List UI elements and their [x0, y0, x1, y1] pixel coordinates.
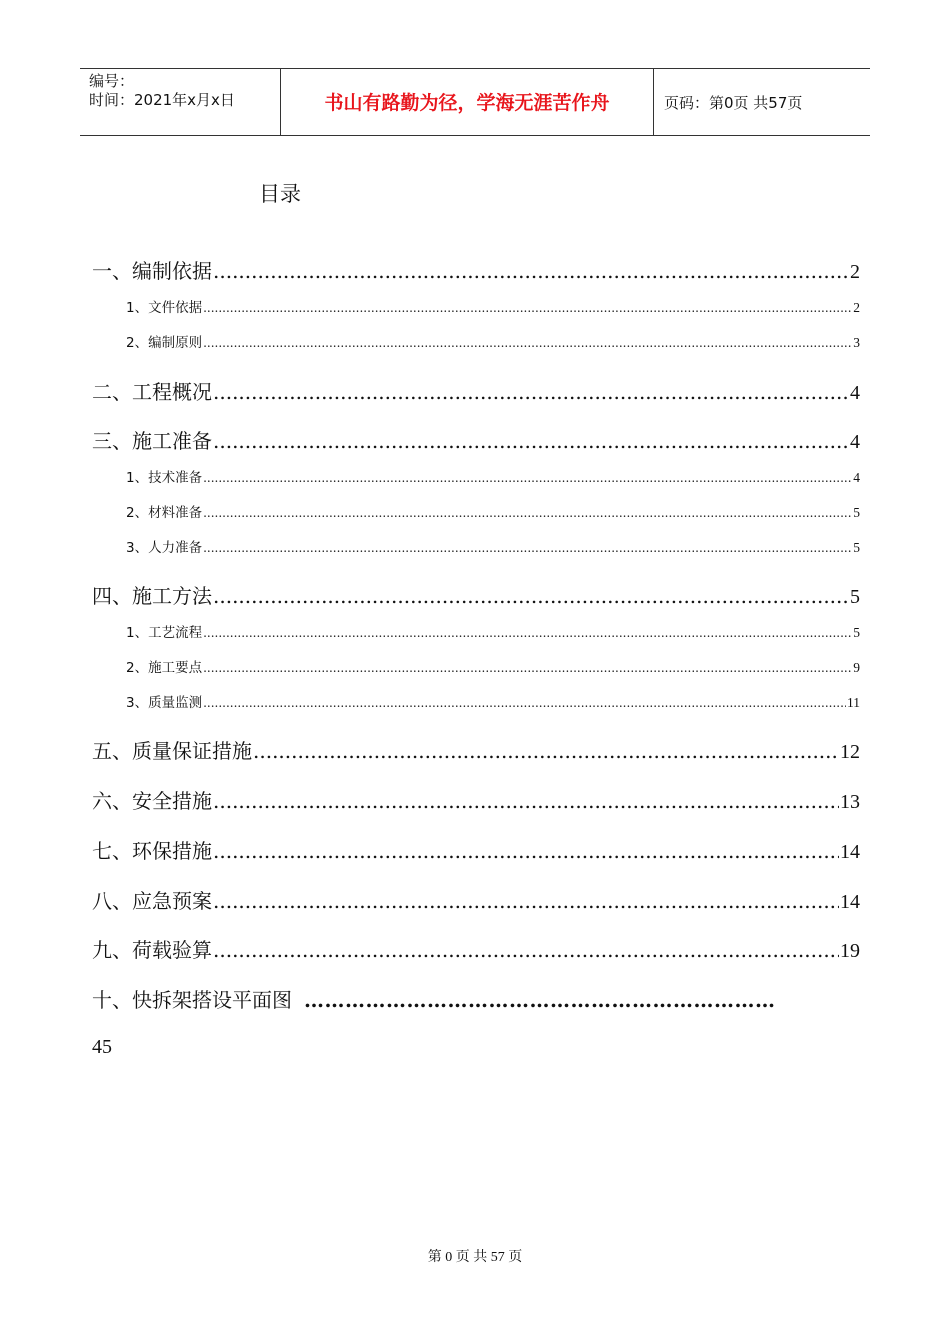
toc-entry[interactable]	[92, 425, 860, 454]
toc-entry-label: 2、施工要点	[126, 660, 203, 676]
toc-entry-page: 12	[840, 741, 860, 763]
toc-leader	[203, 505, 852, 521]
toc-entry-label: 1、文件依据	[126, 300, 203, 316]
page-footer: 第 0 页 共 57 页	[427, 1250, 523, 1265]
toc-entry-page: 2	[850, 261, 860, 283]
toc-entry[interactable]	[92, 376, 860, 405]
toc-entry-page: 14	[840, 891, 860, 913]
toc-entry[interactable]	[92, 835, 860, 864]
document-number-label: 编号：	[89, 72, 135, 90]
toc-leader	[203, 625, 852, 641]
toc-leader	[253, 739, 839, 763]
toc-leader	[213, 584, 849, 608]
toc-entry[interactable]	[92, 885, 860, 914]
toc-leader	[213, 429, 849, 453]
toc-entry[interactable]	[126, 536, 860, 556]
toc-entry-label: 七、环保措施	[92, 839, 212, 863]
header-page-info: 页码：第0页 共57页	[664, 94, 803, 112]
toc-entry-label: 四、施工方法	[92, 584, 212, 608]
toc-entry-label: 1、技术准备	[126, 470, 203, 486]
toc-entry-page: 5	[853, 625, 860, 640]
toc-entry-label: 十、快拆架搭设平面图	[92, 988, 292, 1012]
toc-leader	[203, 470, 852, 486]
toc-entry-label: 1、工艺流程	[126, 625, 203, 641]
toc-leader	[213, 789, 839, 813]
toc-entry-page: 2	[853, 300, 860, 315]
toc-entry[interactable]	[92, 934, 860, 963]
toc-entry-label: 2、材料准备	[126, 505, 203, 521]
document-time-label: 时间：2021年x月x日	[89, 91, 235, 109]
toc-entry-page: 4	[850, 382, 860, 404]
toc-entry-label: 3、人力准备	[126, 540, 203, 556]
toc-entry[interactable]	[126, 621, 860, 641]
toc-entry-page: 14	[840, 841, 860, 863]
toc-leader	[203, 300, 852, 316]
toc-leader	[203, 335, 852, 351]
toc-entry[interactable]	[126, 296, 860, 316]
toc-entry-last[interactable]	[92, 984, 776, 1013]
toc-leader	[203, 695, 846, 711]
header-motto: 书山有路勤为径，学海无涯苦作舟	[281, 69, 654, 135]
toc-entry-label: 五、质量保证措施	[92, 739, 252, 763]
toc-entry-page: 11	[847, 695, 860, 710]
toc-entry-label: 二、工程概况	[92, 380, 212, 404]
toc-title: 目录	[259, 182, 301, 206]
toc-entry-page: 5	[850, 586, 860, 608]
toc-entry-label: 九、荷载验算	[92, 938, 212, 962]
toc-entry-label: 八、应急预案	[92, 889, 212, 913]
toc-entry[interactable]	[92, 785, 860, 814]
toc-entry-label: 一、编制依据	[92, 259, 212, 283]
toc-entry-label: 3、质量监测	[126, 695, 203, 711]
toc-entry-page: 5	[853, 540, 860, 555]
toc-entry[interactable]	[126, 501, 860, 521]
toc-entry-page: 4	[853, 470, 860, 485]
toc-leader	[213, 839, 839, 863]
toc-entry[interactable]	[126, 691, 860, 711]
toc-leader	[203, 540, 852, 556]
toc-leader	[213, 889, 839, 913]
toc-entry-label: 2、编制原则	[126, 335, 203, 351]
toc-entry-page: 19	[840, 940, 860, 962]
toc-leader	[203, 660, 852, 676]
toc-entry[interactable]	[126, 331, 860, 351]
page-header	[80, 68, 870, 136]
toc-entry-page: 4	[850, 431, 860, 453]
toc-leader	[213, 938, 839, 962]
toc-entry-label: 三、施工准备	[92, 429, 212, 453]
toc-entry[interactable]	[92, 735, 860, 764]
toc-entry[interactable]	[126, 656, 860, 676]
toc-entry-page: 13	[840, 791, 860, 813]
toc-entry[interactable]	[126, 466, 860, 486]
toc-entry-page: 3	[853, 335, 860, 350]
toc-entry-label: 六、安全措施	[92, 789, 212, 813]
toc-leader	[213, 259, 849, 283]
toc-entry-page: 5	[853, 505, 860, 520]
toc-leader: ……………………………………………………………	[304, 988, 776, 1012]
header-meta	[80, 69, 281, 135]
toc-entry[interactable]	[92, 580, 860, 609]
toc-entry[interactable]	[92, 255, 860, 284]
toc-leader	[213, 380, 849, 404]
toc-entry-page: 9	[853, 660, 860, 675]
toc-entry-page: 45	[92, 1036, 112, 1058]
